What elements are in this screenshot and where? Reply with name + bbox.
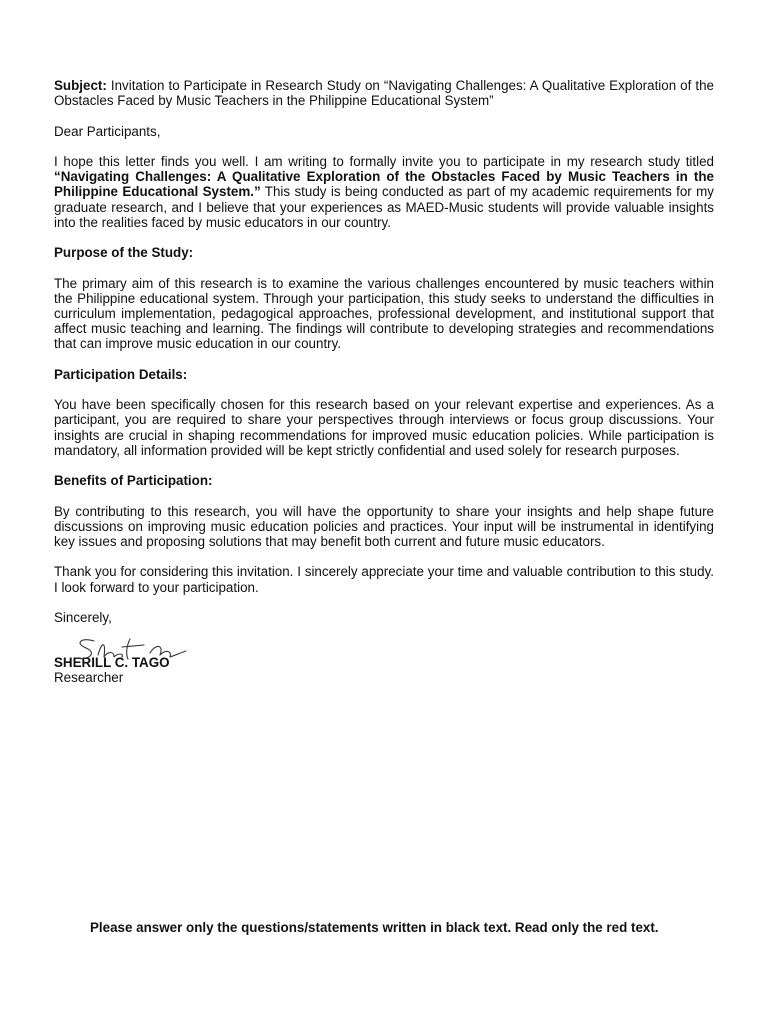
participation-paragraph: You have been specifically chosen for this research based on your relevant expertise and experiences. As a participant, you are required to share your perspectives through interviews or focus group discussions. Your insights are crucial in shaping recommendations for improved music education policies. While participation is mandatory, all information provided will be kept strictly confidential and used solely for research purposes.: [54, 397, 714, 458]
participation-heading: Participation Details:: [54, 366, 188, 382]
intro-text-2: This study is being conducted as part of my academic requirements for my graduate research, and I believe that your experiences as MAED-Music students will provide valuable insights into the realities faced by music educators in our country.: [54, 184, 714, 230]
purpose-paragraph: The primary aim of this research is to examine the various challenges encountered by music teachers within the Philippine educational system. Through your participation, this study seeks to understand the difficulties in curriculum implementation, pedagogical approaches, professional development, and institutional support that affect music teaching and learning. The findings will contribute to developing strategies and recommendations that can improve music education in our country.: [54, 275, 714, 352]
instruction-note: Please answer only the questions/statements written in black text. Read only the red text.: [90, 920, 659, 935]
closing: Sincerely,: [54, 609, 112, 625]
subject-text: Invitation to Participate in Research Study on “Navigating Challenges: A Qualitative Exploration of the Obstacles Faced by Music Teachers in the Philippine Educational System”: [54, 78, 714, 109]
study-title: “Navigating Challenges: A Qualitative Exploration of the Obstacles Faced by Music Teachers in the Philippine Educational System.”: [54, 169, 714, 200]
benefits-paragraph: By contributing to this research, you will have the opportunity to share your insights and help shape future discussions on improving music education policies and practices. Your input will be instrumental in identifying key issues and proposing solutions that may benefit both current and future music educators.: [54, 503, 714, 549]
salutation: Dear Participants,: [54, 123, 161, 139]
subject-line: [54, 78, 714, 108]
intro-text-1: I hope this letter finds you well. I am writing to formally invite you to participate in my research study titled: [54, 153, 714, 169]
purpose-heading: Purpose of the Study:: [54, 245, 194, 261]
letter-body: [54, 78, 714, 686]
subject-label: Subject:: [54, 78, 107, 93]
signatory-role: Researcher: [54, 670, 124, 686]
signature-block: [54, 655, 714, 685]
benefits-heading: Benefits of Participation:: [54, 473, 213, 489]
signatory-name: SHERILL C. TAGO: [54, 655, 170, 671]
intro-paragraph: [54, 154, 714, 230]
thanks-paragraph: Thank you for considering this invitation. I sincerely appreciate your time and valuable contribution to this study. I look forward to your participation.: [54, 564, 714, 595]
